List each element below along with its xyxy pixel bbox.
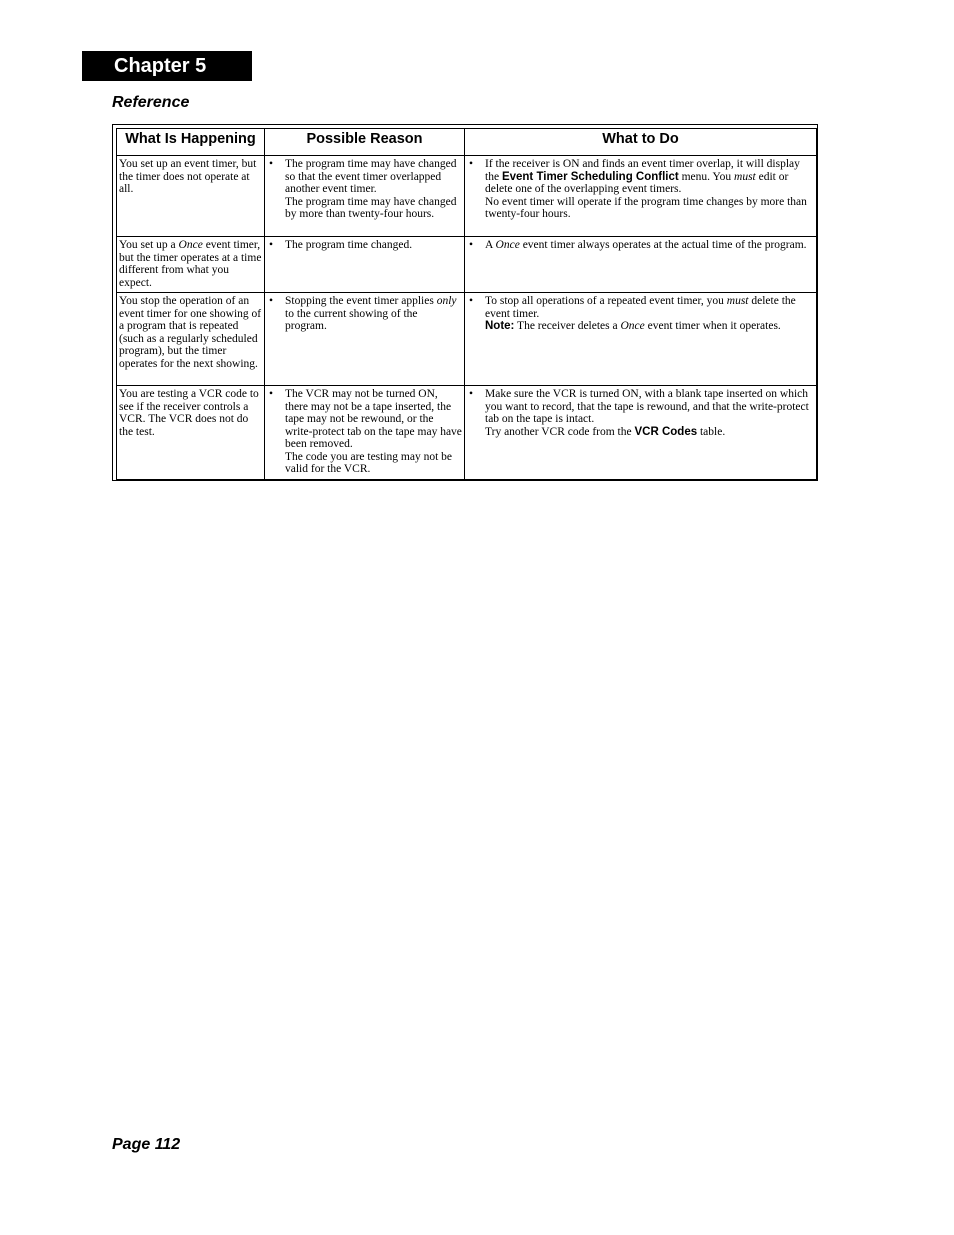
table-row (117, 156, 817, 237)
text-run: Try another VCR code from the (485, 425, 635, 438)
cell-happening (117, 237, 265, 293)
text-run: The receiver deletes a (514, 320, 621, 332)
todo-line: • Make sure the VCR is turned ON, with a blank tape inserted on which you want to record, that the tape is rewound, and that the write-protect tab on the tape is intact. (485, 388, 809, 425)
reason-line: The program time may have changed by more than twenty-four hours. (285, 195, 457, 220)
cell-reason (265, 386, 465, 480)
text-run: A (485, 239, 496, 251)
table-row (117, 237, 817, 293)
todo-line (485, 426, 814, 439)
text-run: event timer when it operates. (644, 320, 781, 332)
text-run: You set up a (119, 239, 179, 251)
column-header-happening: What Is Happening (117, 129, 265, 156)
table-header-row (117, 129, 817, 156)
reason-line: • The program time may have changed so that the event timer overlapped another event timer. (285, 158, 457, 195)
text-run: event timer always operates at the actual time of the program. (519, 239, 807, 251)
table-row (117, 386, 817, 480)
table-grid (116, 128, 817, 480)
emphasis: Once (178, 239, 203, 251)
todo-line: No event timer will operate if the program time changes by more than twenty-four hours. (485, 195, 807, 220)
cell-reason (265, 237, 465, 293)
text-run: delete the event timer. (485, 295, 796, 320)
todo-bullet (467, 239, 814, 252)
todo-line (485, 158, 814, 196)
text-run: menu. You (678, 170, 735, 183)
emphasis: only (436, 295, 457, 307)
note-line (485, 320, 814, 333)
cell-todo (465, 386, 817, 480)
cell-todo (465, 237, 817, 293)
column-header-todo: What to Do (465, 129, 817, 156)
emphasis: must (734, 170, 756, 183)
reason-bullet (267, 158, 462, 221)
note-label: Note: (485, 320, 515, 332)
menu-name: Event Timer Scheduling Conflict (501, 170, 679, 183)
todo-bullet (467, 295, 814, 333)
emphasis: Once (495, 239, 520, 251)
emphasis: must (726, 295, 749, 307)
chapter-label: Chapter 5 (82, 51, 252, 81)
text-run: to the current showing of the program. (285, 307, 418, 332)
text-run: Stopping the event timer applies (285, 295, 437, 307)
reason-bullet (267, 388, 462, 476)
cell-happening: You set up an event timer, but the timer does not operate at all. (117, 156, 265, 237)
todo-bullet (467, 158, 814, 221)
page-number: Page 112 (112, 1136, 181, 1153)
troubleshooting-table (112, 124, 818, 481)
section-title: Reference (112, 94, 190, 111)
todo-bullet (467, 388, 814, 438)
cell-happening: You stop the operation of an event timer for one showing of a program that is repeated (such as a regularly scheduled program), but the timer operates for the next showing. (117, 293, 265, 386)
cell-reason (265, 293, 465, 386)
text-run: edit or delete one of the overlapping event timers. (485, 170, 789, 195)
text-run: event timer, but the timer operates at a time different from what you expect. (119, 239, 262, 289)
cell-happening: You are testing a VCR code to see if the receiver controls a VCR. The VCR does not do the test. (117, 386, 265, 480)
reason-bullet (267, 295, 462, 333)
reason-line: • The VCR may not be turned ON, there may not be a tape inserted, the tape may not be rewound, or the write-protect tab on the tape may have been removed. (285, 388, 462, 450)
emphasis: Once (620, 320, 645, 332)
text-run: table. (697, 425, 726, 438)
todo-line (485, 295, 814, 320)
cell-reason (265, 156, 465, 237)
text-run: To stop all operations of a repeated event timer, you (485, 295, 727, 307)
text-run: If the receiver is ON and finds an event timer overlap, it will display the (485, 158, 800, 183)
table-name: VCR Codes (634, 425, 698, 438)
cell-todo (465, 156, 817, 237)
reason-line: The code you are testing may not be valid for the VCR. (285, 450, 453, 475)
table-row (117, 293, 817, 386)
column-header-reason: Possible Reason (265, 129, 465, 156)
cell-todo (465, 293, 817, 386)
reason-bullet: • The program time changed. (267, 239, 462, 252)
